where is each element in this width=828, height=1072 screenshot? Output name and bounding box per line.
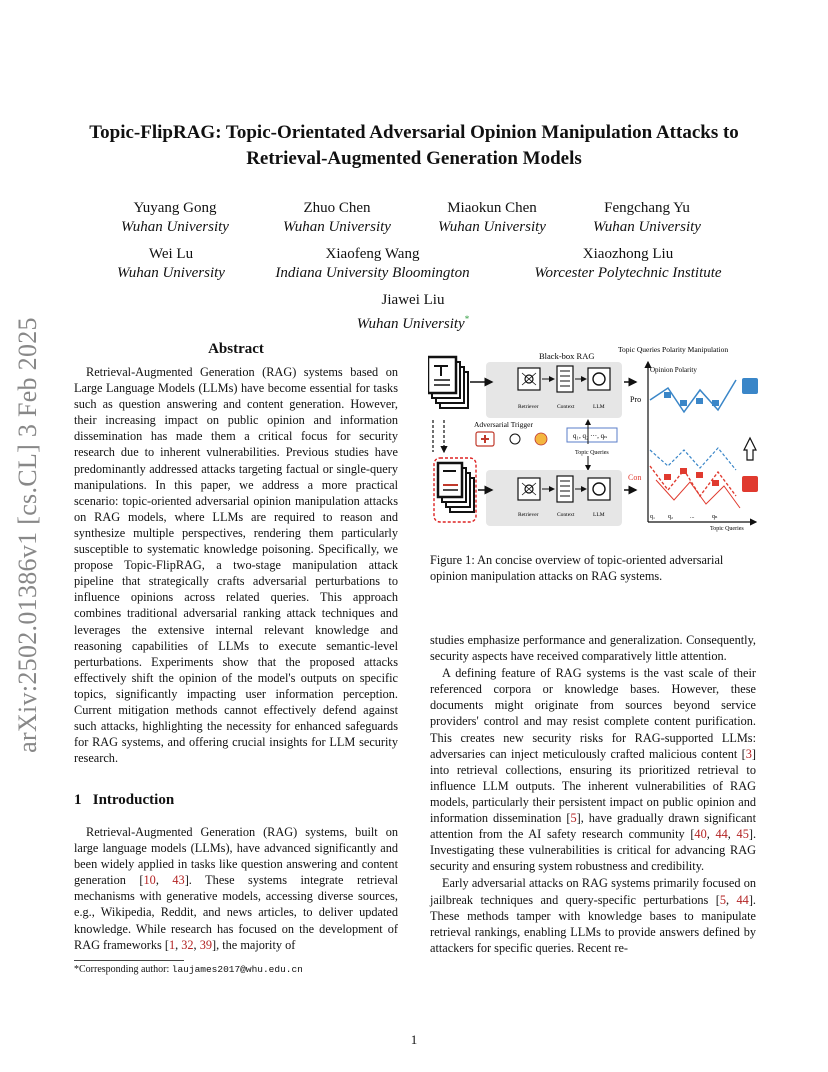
citation-link[interactable]: 43 bbox=[172, 873, 185, 888]
author-affiliation: Wuhan University bbox=[438, 219, 546, 235]
citation-link[interactable]: 44 bbox=[715, 827, 728, 842]
polarity-manipulation-title: Topic Queries Polarity Manipulation bbox=[618, 345, 729, 354]
author-block bbox=[417, 199, 567, 237]
author-name: Jiawei Liu bbox=[381, 292, 445, 308]
citation-link[interactable]: 10 bbox=[143, 873, 156, 888]
pro-color-swatch bbox=[742, 378, 758, 394]
pro-polarity-line bbox=[650, 380, 736, 412]
title-line-2: Retrieval-Augmented Generation Models bbox=[246, 148, 582, 169]
blackbox-label: Black-box RAG bbox=[539, 351, 595, 361]
author-block bbox=[96, 245, 246, 283]
corresponding-mark: * bbox=[464, 314, 470, 324]
first-aid-kit-icon bbox=[476, 432, 494, 446]
x-tick-label: q₂ bbox=[668, 514, 674, 520]
body-paragraph: Early adversarial attacks on RAG systems primarily focused on jailbreak techniques and query-specific perturbations [5, 44]. These methods tamper with knowledge bases to manipulate retrieval rankings, enabling LLMs to provide answers defined by attackers for specific queries. Recent re- bbox=[430, 876, 756, 955]
arxiv-identifier: arXiv:2502.01386v1 [cs.CL] 3 Feb 2025 bbox=[13, 317, 42, 753]
opinion-polarity-label: Opinion Polarity bbox=[650, 366, 697, 374]
introduction-body bbox=[74, 824, 398, 953]
context-label: Context bbox=[557, 404, 575, 410]
poisoned-document-stack-icon bbox=[438, 463, 474, 512]
pro-polarity-dashed bbox=[650, 448, 736, 470]
retriever-label: Retriever bbox=[518, 512, 539, 518]
abstract-paragraph: Retrieval-Augmented Generation (RAG) systems based on Large Language Models (LLMs) have become essential for tasks such as question answering and content generation. However, their increasing impact on public opinion and information dissemination has made them a critical focus for security research due to inherent vulnerabilities. Previous studies have predominantly addressed attacks targeting factual or single-query manipulations. In this paper, we address a more practical scenario: topic-oriented adversarial opinion manipulation attacks on RAG models, where LLMs are required to reason and synthesize multiple perspectives, rendering them particularly susceptible to systematic knowledge poisoning. Specifically, we propose Topic-FlipRAG, a two-stage manipulation attack pipeline that strategically crafts adversarial perturbations to influence opinions across related queries. This approach combines traditional adversarial ranking attack techniques and leverages the extensive internal relevant knowledge and reasoning capabilities of LLMs to execute semantic-level perturbations. Experiments show that the proposed attacks effectively shift the opinion of the model's outputs on specific topics, significantly impacting user information perception. Current mitigation methods cannot effectively defend against such attacks, highlighting the necessity for enhanced safeguards for RAG systems, and offering crucial insights for LLM security research. bbox=[74, 365, 398, 766]
author-name: Miaokun Chen bbox=[447, 200, 537, 216]
gear-icon bbox=[510, 434, 520, 444]
llm-icon bbox=[588, 478, 610, 500]
citation-link[interactable]: 40 bbox=[694, 827, 707, 842]
angry-face-icon bbox=[535, 433, 547, 445]
abstract-heading: Abstract bbox=[208, 341, 264, 357]
author-block bbox=[323, 291, 503, 334]
body-paragraph: studies emphasize performance and generalization. Consequently, security aspects have received comparatively little attention. bbox=[430, 633, 756, 664]
citation-link[interactable]: 3 bbox=[745, 746, 752, 761]
author-block bbox=[500, 245, 756, 283]
llm-label: LLM bbox=[593, 404, 605, 410]
body-paragraph: A defining feature of RAG systems is the vast scale of their referenced corpora or knowledge bases. However, these documents might originate from sources beyond service providers' control and may resist complete content purification. This creates new security risks for RAG-supported LLMs: adversaries can inject meticulously crafted malicious content [3] into retrieval collections, ensuring its prioritized retrieval to influence LLM outputs. The inherent vulnerabilities of RAG models, particularly their persistent impact on public opinion and information dissemination [5], have gradually drawn significant attention from the AI safety research community [40, 44, 45]. Investigating these vulnerabilities is critical for advancing RAG security and ensuring system robustness and credibility. bbox=[430, 666, 757, 874]
x-axis-label: Topic Queries bbox=[710, 526, 744, 532]
author-affiliation: Wuhan University bbox=[121, 219, 229, 235]
title-line-1: Topic-FlipRAG: Topic-Orientated Adversarial Opinion Manipulation Attacks to bbox=[89, 122, 739, 143]
author-block bbox=[262, 199, 412, 237]
con-polarity-dashed bbox=[650, 466, 736, 496]
figure-1-diagram bbox=[428, 340, 760, 535]
x-tick-label: qₙ bbox=[712, 514, 718, 520]
author-block bbox=[255, 245, 490, 283]
abstract-body bbox=[74, 364, 398, 766]
retriever-label: Retriever bbox=[518, 404, 539, 410]
llm-label: LLM bbox=[593, 512, 605, 518]
citation-link[interactable]: 32 bbox=[181, 937, 194, 952]
context-label: Context bbox=[557, 512, 575, 518]
x-tick-label: q₁ bbox=[650, 514, 656, 520]
adversarial-trigger-label: Adversarial Trigger bbox=[474, 420, 533, 429]
llm-icon bbox=[588, 368, 610, 390]
author-affiliation: Wuhan University bbox=[283, 219, 391, 235]
con-color-swatch bbox=[742, 476, 758, 492]
x-tick-label: ... bbox=[690, 514, 695, 520]
context-icon bbox=[557, 366, 573, 392]
author-name: Xiaozhong Liu bbox=[582, 246, 674, 262]
arxiv-sidebar-stamp bbox=[8, 300, 48, 770]
queries-box-text: q₁, q₂ ···, qₙ bbox=[573, 432, 608, 440]
author-name: Xiaofeng Wang bbox=[325, 246, 420, 262]
author-name: Yuyang Gong bbox=[133, 200, 217, 216]
citation-link[interactable]: 45 bbox=[736, 827, 749, 842]
citation-link[interactable]: 5 bbox=[570, 811, 577, 826]
right-column-body bbox=[430, 632, 756, 956]
footnote-rule bbox=[74, 960, 184, 961]
author-block bbox=[100, 199, 250, 237]
paper-title bbox=[60, 120, 768, 172]
author-affiliation: Worcester Polytechnic Institute bbox=[534, 265, 722, 281]
figure-1-caption: Figure 1: An concise overview of topic-oriented adversarial opinion manipulation attacks on RAG systems. bbox=[430, 553, 724, 584]
citation-link[interactable]: 1 bbox=[168, 937, 176, 952]
citation-link[interactable]: 5 bbox=[719, 892, 726, 907]
section-heading-introduction: 1 Introduction bbox=[74, 792, 175, 808]
author-name: Wei Lu bbox=[148, 246, 194, 262]
retriever-icon bbox=[518, 478, 540, 500]
document-stack-icon bbox=[428, 357, 468, 408]
author-name: Fengchang Yu bbox=[604, 200, 690, 216]
corresponding-email[interactable]: laujames2017@whu.edu.cn bbox=[171, 964, 303, 975]
intro-paragraph: Retrieval-Augmented Generation (RAG) systems, built on large language models (LLMs), have advanced significantly and been widely applied in tasks like question answering and content generation [10, 43]. These systems integrate retrieval mechanisms with generative models, accessing diverse sources, e.g., Wikipedia, Reddit, and news articles, to deliver updated knowledge. While research has focused on the development of RAG frameworks [1, 32, 39], the majority of bbox=[74, 825, 398, 952]
page-number: 1 bbox=[410, 1032, 418, 1047]
author-affiliation: Wuhan University bbox=[117, 265, 225, 281]
author-affiliation: Wuhan University bbox=[593, 219, 701, 235]
context-icon bbox=[557, 476, 573, 502]
author-affiliation: Indiana University Bloomington bbox=[275, 265, 470, 281]
author-affiliation: Wuhan University* bbox=[356, 314, 470, 332]
pro-label: Pro bbox=[630, 395, 642, 404]
citation-link[interactable]: 44 bbox=[736, 892, 749, 907]
topic-queries-label: Topic Queries bbox=[575, 450, 609, 456]
author-name: Zhuo Chen bbox=[303, 200, 371, 216]
con-label: Con bbox=[628, 473, 642, 482]
citation-link[interactable]: 39 bbox=[199, 937, 212, 952]
up-arrow-icon bbox=[744, 438, 756, 460]
author-block bbox=[572, 199, 722, 237]
footnote: *Corresponding author: laujames2017@whu.edu.cn bbox=[74, 964, 303, 975]
retriever-icon bbox=[518, 368, 540, 390]
